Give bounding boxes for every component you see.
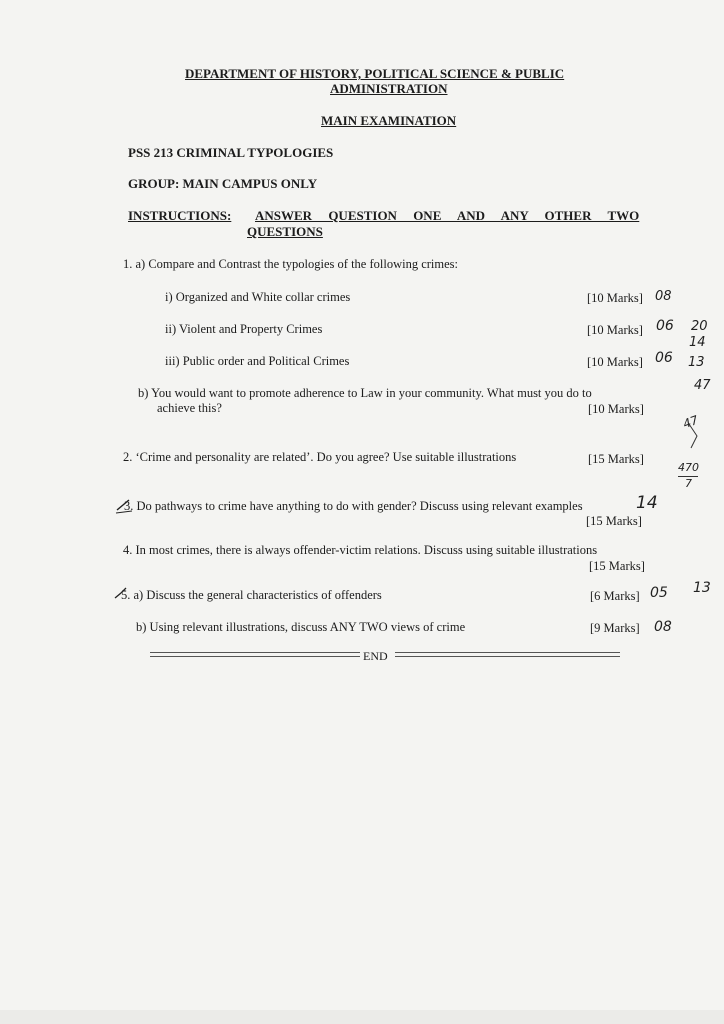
department-title-line1: DEPARTMENT OF HISTORY, POLITICAL SCIENCE & PUBLIC [185,66,565,81]
instructions-text-line1: ANSWER QUESTION ONE AND ANY OTHER TWO [255,208,640,223]
question-1b-line2: achieve this? [157,401,222,415]
check-mark-icon [113,586,129,602]
question-1a-iii: iii) Public order and Political Crimes [165,354,350,368]
check-mark-icon [115,496,135,516]
question-1a-iii-marks: [10 Marks] [587,355,643,369]
handwritten-margin-total-2: 14 [689,335,706,350]
instructions-text-line2: QUESTIONS [247,224,323,239]
question-5b-marks: [9 Marks] [590,621,640,635]
question-1a-ii: ii) Violent and Property Crimes [165,322,323,336]
handwritten-margin-total-4: 47 [694,378,711,393]
handwritten-score-q1a-ii: 06 [656,318,674,334]
handwritten-score-q1a-iii: 06 [655,350,673,366]
footer-rule-right [395,652,620,657]
question-1a-ii-marks: [10 Marks] [587,323,643,337]
question-1a-i-marks: [10 Marks] [587,291,643,305]
instructions-label: INSTRUCTIONS: [128,208,232,223]
handwritten-margin-total-3: 13 [688,355,705,370]
exam-type: MAIN EXAMINATION [321,113,457,128]
question-5a-marks: [6 Marks] [590,589,640,603]
handwritten-margin-total-1: 20 [691,319,708,334]
question-1a: 1. a) Compare and Contrast the typologies of the following crimes: [123,257,458,271]
handwritten-score-q5a: 05 [650,585,668,601]
handwritten-score-q5b: 08 [654,619,672,635]
handwritten-fraction-top: 470 [678,461,699,474]
question-1b-line1: b) You would want to promote adherence to Law in your community. What must you do to [138,386,592,400]
question-3: 3. Do pathways to crime have anything to do with gender? Discuss using relevant examples [124,499,583,513]
question-4-marks: [15 Marks] [589,559,645,573]
scan-artifact [0,1010,724,1024]
footer-rule-left [150,652,360,657]
handwritten-fraction-bottom: 7 [685,477,692,490]
course-title: PSS 213 CRIMINAL TYPOLOGIES [128,145,334,160]
group-line: GROUP: MAIN CAMPUS ONLY [128,176,318,191]
end-label: END [363,649,388,663]
question-4: 4. In most crimes, there is always offender-victim relations. Discuss using suitable illustrations [123,543,598,557]
question-5b: b) Using relevant illustrations, discuss ANY TWO views of crime [136,620,466,634]
question-3-marks: [15 Marks] [586,514,642,528]
question-5a: 5. a) Discuss the general characteristics of offenders [121,588,382,602]
question-1a-i: i) Organized and White collar crimes [165,290,351,304]
margin-tick-icon [685,420,701,450]
question-1b-marks: [10 Marks] [588,402,644,416]
handwritten-margin-note-1: 47 [681,412,701,432]
handwritten-q5-total: 13 [693,580,711,596]
department-title-line2: ADMINISTRATION [330,81,448,96]
handwritten-score-q3: 14 [636,493,658,513]
question-2-marks: [15 Marks] [588,452,644,466]
question-2: 2. ‘Crime and personality are related’. Do you agree? Use suitable illustrations [123,450,517,464]
handwritten-score-q1a-i: 08 [655,289,672,304]
